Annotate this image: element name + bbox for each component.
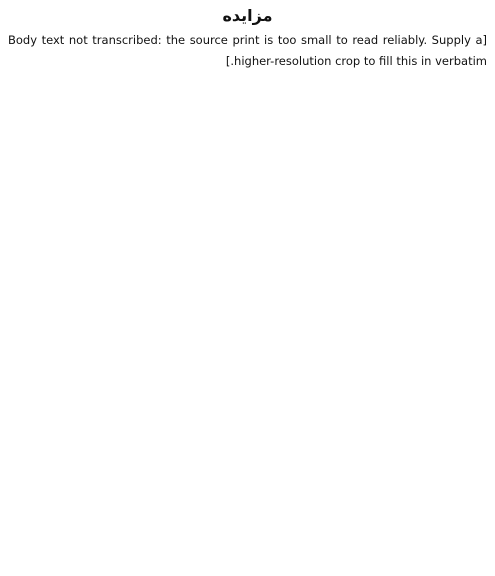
notice-title: مزایده	[222, 6, 273, 25]
notice-body: [Body text not transcribed: the source print is too small to read reliably. Supply a higher-resolution crop to fill this in verbatim.]	[4, 33, 487, 68]
